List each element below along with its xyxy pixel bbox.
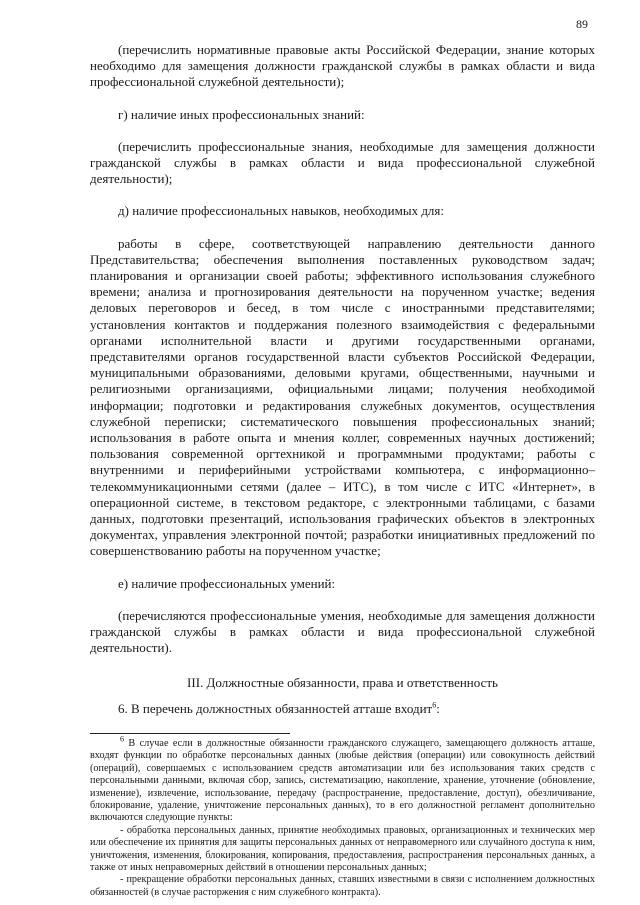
- paragraph-legal-acts: (перечислить нормативные правовые акты Российской Федерации, знание которых необходимо для замещения должности гражданской службы в рамках области и вида профессиональной служебной деятельности);: [90, 42, 595, 90]
- footnote-reference[interactable]: 6: [432, 700, 437, 710]
- footnote-item-termination: - прекращение обработки персональных данных, ставших известными в связи с исполнением должностных обязанностей (в случае расторжения с ним служебного контракта).: [90, 874, 595, 898]
- paragraph-other-knowledge: (перечислить профессиональные знания, необходимые для замещения должности гражданской службы в рамках области и вида профессиональной служебной деятельности);: [90, 138, 595, 187]
- paragraph-other-knowledge-heading: г) наличие иных профессиональных знаний:: [118, 106, 365, 122]
- footnote-6: [90, 734, 595, 825]
- paragraph-abilities: (перечисляются профессиональные умения, необходимые для замещения должности гражданской службы в рамках области и вида профессиональной служебной деятельности).: [90, 607, 595, 656]
- duties-intro-colon: :: [436, 700, 440, 716]
- footnote-text: В случае если в должностные обязанности гражданского служащего, замещающего должность атташе, входят функции по обработке персональных данных (любые действия (операции) или совокупность действий (операций), совершаемых с использованием средств автоматизации или без использования таких средств с персональными данными, включая сбор, запись, систематизацию, накопление, хранение, уточнение (обновление, изменение), извлечение, использование, передачу (распространение, предоставление, доступ), обезличивание, блокирование, удаление, уничтожение персональных данных), то в его должностной регламент дополнительно включаются следующие пункты:: [90, 737, 595, 824]
- section-heading: III. Должностные обязанности, права и ответственность: [187, 674, 498, 690]
- page-number: 89: [576, 17, 588, 31]
- footnote-item-processing: - обработка персональных данных, принятие необходимых правовых, организационных и технических мер или обеспечение их принятия для защиты персональных данных от неправомерного или случайного доступа к ним, уничтожения, изменения, блокирования, копирования, предоставления, распространения персональных данных, а также от иных неправомерных действий в отношении персональных данных;: [90, 824, 595, 873]
- duties-intro-text: 6. В перечень должностных обязанностей атташе входит: [118, 700, 433, 716]
- document-body: [90, 42, 595, 899]
- paragraph-duties-intro: [90, 701, 595, 717]
- paragraph-skills-list: работы в сфере, соответствующей направлению деятельности данного Представительства; обеспечения выполнения поставленных руководством задач; планирования и организации своей работы; эффективного использования служебного времени; анализа и прогнозирования деятельности на порученном участке; ведения деловых переговоров и бесед, в том числе с иностранными представителями; установления контактов и поддержания полезного взаимодействия с федеральными органами исполнительной власти и другими государственными органами, представителями органов государственной власти субъектов Российской Федерации, муниципальными образованиями, деловыми кругами, общественными, научными и религиозными организациями, официальными лицами; получения необходимой информации; подготовки и редактирования служебных документов, осуществления служебной переписки; систематического повышения профессиональных знаний; использования в работе опыта и мнения коллег, современных научных достижений; пользования современной оргтехникой и программными продуктами; работы с внутренними и периферийными устройствами компьютера, с информационно–телекоммуникационными сетями (далее – ИТС), в том числе с ИТС «Интернет», в операционной системе, в текстовом редакторе, с электронными таблицами, с базами данных, подготовки презентаций, использования графических объектов в электронных документах, управления электронной почтой; разработки инициативных предложений по совершенствованию работы на порученном участке;: [90, 235, 595, 559]
- paragraph-abilities-heading: е) наличие профессиональных умений:: [118, 575, 336, 591]
- footnote-mark: 6: [120, 734, 124, 744]
- footnotes: [90, 734, 595, 899]
- paragraph-skills-heading: д) наличие профессиональных навыков, необходимых для:: [118, 203, 445, 219]
